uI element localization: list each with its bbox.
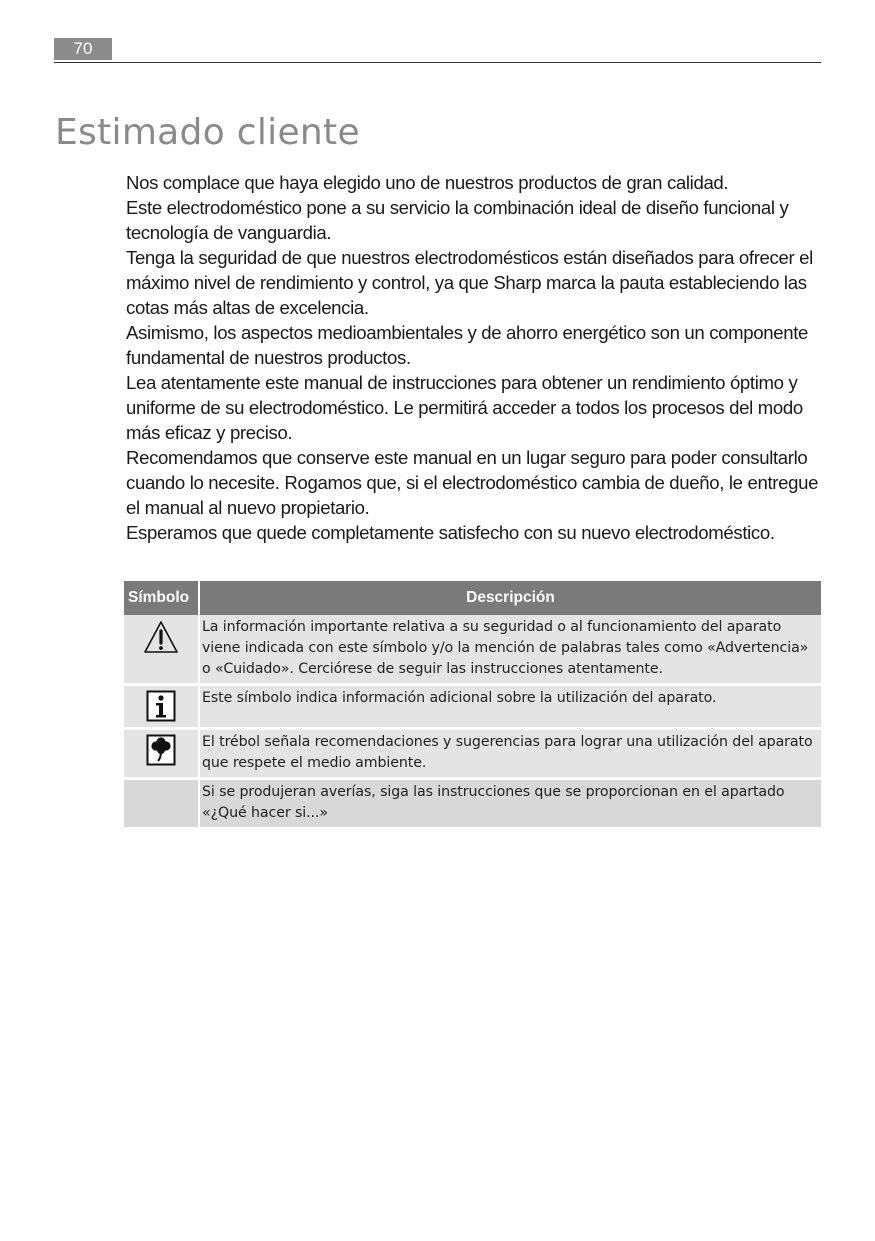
intro-paragraph: Asimismo, los aspectos medioambientales y de ahorro energético son un componente fundamental de nuestros productos. <box>126 322 809 368</box>
page-title: Estimado cliente <box>55 112 360 153</box>
clover-icon <box>146 734 176 766</box>
table-row <box>124 729 821 779</box>
intro-paragraph: Recomendamos que conserve este manual en un lugar seguro para poder consultarlo cuando lo necesite. Rogamos que, si el electrodoméstico cambia de dueño, le entregue el manual al nuevo propietario. <box>126 447 819 518</box>
intro-paragraph: Este electrodoméstico pone a su servicio la combinación ideal de diseño funcional y tecnología de vanguardia. <box>126 197 789 243</box>
intro-paragraph: Tenga la seguridad de que nuestros electrodomésticos están diseñados para ofrecer el máximo nivel de rendimiento y control, ya que Sharp marca la pauta estableciendo las cotas más altas de excelencia. <box>126 247 813 318</box>
intro-paragraph: Esperamos que quede completamente satisfecho con su nuevo electrodoméstico. <box>126 522 775 543</box>
symbol-cell <box>124 779 199 829</box>
table-row <box>124 779 821 829</box>
table-row <box>124 685 821 729</box>
intro-paragraph: Lea atentamente este manual de instrucciones para obtener un rendimiento óptimo y uniforme de su electrodoméstico. Le permitirá acceder a todos los procesos del modo más eficaz y preciso. <box>126 372 803 443</box>
table-row <box>124 615 821 685</box>
page-number: 70 <box>54 38 112 60</box>
symbol-cell <box>124 685 199 729</box>
description-column-header: Descripción <box>199 581 821 615</box>
warning-triangle-icon <box>143 619 179 655</box>
intro-paragraph: Nos complace que haya elegido uno de nuestros productos de gran calidad. <box>126 172 729 193</box>
description-cell: Este símbolo indica información adicional sobre la utilización del aparato. <box>199 685 821 729</box>
symbol-column-header: Símbolo <box>124 581 199 615</box>
info-icon <box>146 690 176 722</box>
symbol-cell <box>124 615 199 685</box>
intro-text <box>126 170 826 545</box>
description-cell: La información importante relativa a su seguridad o al funcionamiento del aparato viene indicada con este símbolo y/o la mención de palabras tales como «Advertencia» o «Cuidado». Cerciórese de seguir las instrucciones atentamente. <box>199 615 821 685</box>
table-header-row <box>124 581 821 615</box>
symbol-cell <box>124 729 199 779</box>
description-cell: Si se produjeran averías, siga las instrucciones que se proporcionan en el apartado «¿Qué hacer si...» <box>199 779 821 829</box>
header-divider <box>54 62 821 63</box>
description-cell: El trébol señala recomendaciones y sugerencias para lograr una utilización del aparato que respete el medio ambiente. <box>199 729 821 779</box>
symbols-table <box>124 581 821 830</box>
